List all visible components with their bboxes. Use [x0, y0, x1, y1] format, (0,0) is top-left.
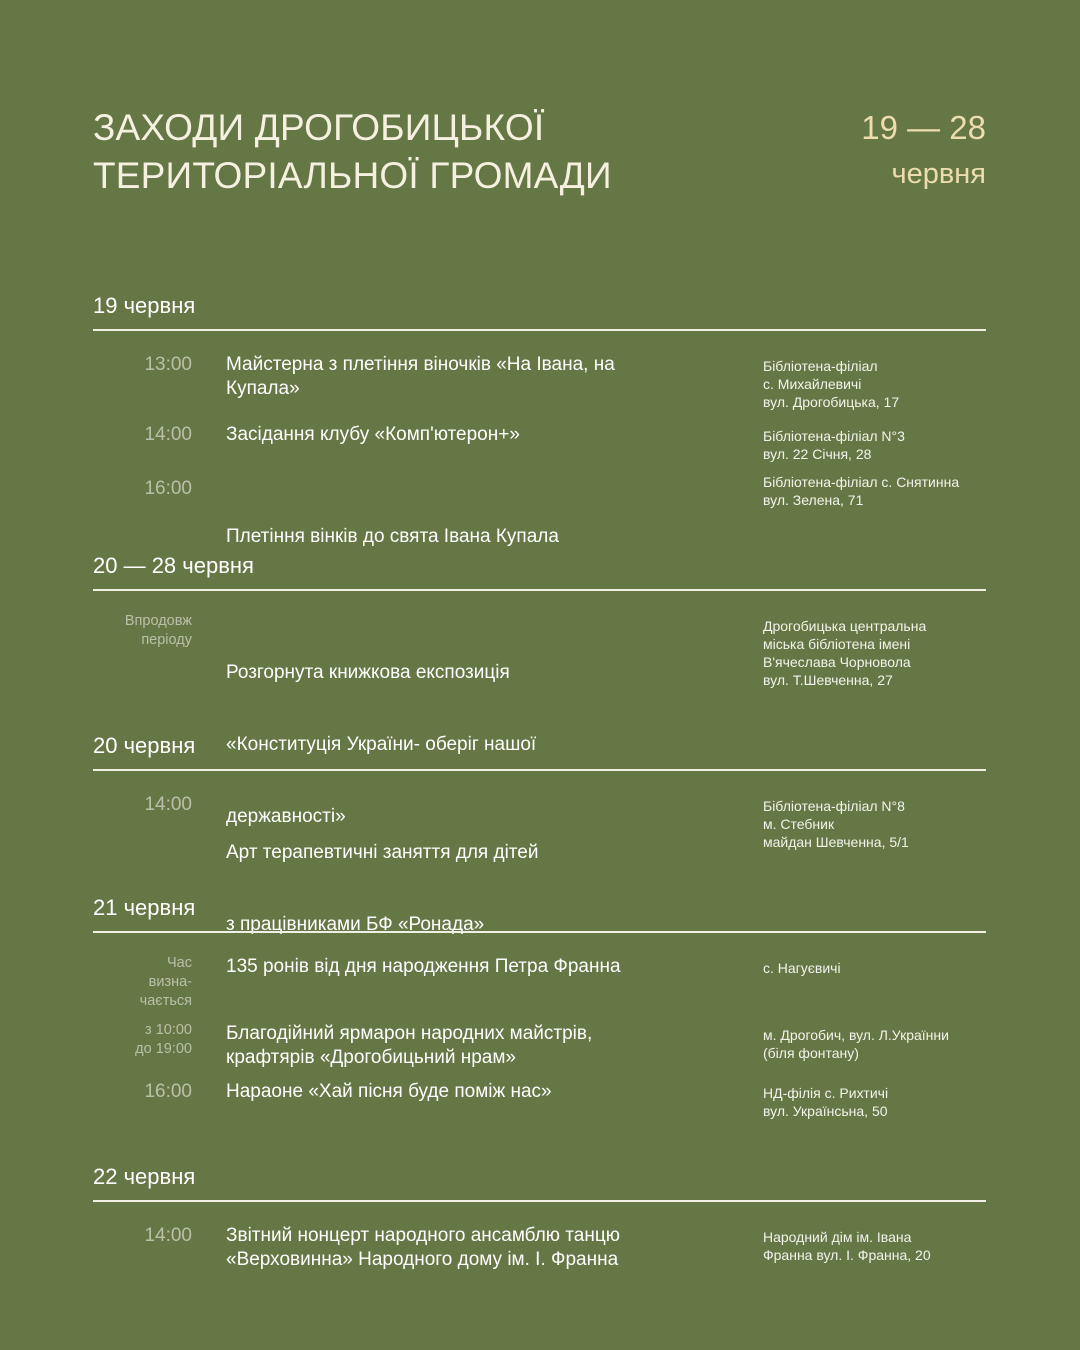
- event-location: Бібліотена-філіал с. Михайлевичі вул. Дрогобицька, 17: [763, 358, 900, 410]
- event-time: 14:00: [144, 794, 192, 815]
- day-heading: 22 червня: [93, 1162, 986, 1202]
- event-time: з 10:00 до 19:00: [135, 1022, 192, 1057]
- event-time: 14:00: [144, 424, 192, 445]
- event-description: Звітний нонцерт народного ансамблю танцю «Верховинна» Народного дому ім. І. Франна: [226, 1225, 620, 1270]
- event-location: Народний дім ім. Івана Франна вул. І. Франна, 20: [763, 1229, 931, 1263]
- event-description: Нараоне «Хай пісня буде поміж нас»: [226, 1081, 552, 1102]
- event-location: м. Дрогобич, вул. Л.Українни (біля фонтану): [763, 1027, 949, 1061]
- event-description: Арт терапевтичні заняття для дітей з працівниками БФ «Ронада»: [226, 842, 539, 935]
- day-section: [93, 1162, 986, 1270]
- event-time: Час визна- чається: [139, 955, 192, 1009]
- event-location: Бібліотена-філіал N°8 м. Стебник майдан Шевченна, 5/1: [763, 798, 909, 850]
- header: [93, 104, 986, 200]
- event-time: 14:00: [144, 1225, 192, 1246]
- event-location: с. Нагуєвичі: [763, 960, 841, 976]
- day-section: [93, 291, 986, 547]
- date-range-month: червня: [891, 158, 986, 190]
- event-location: Бібліотена-філіал N°3 вул. 22 Січня, 28: [763, 428, 905, 462]
- event-time: 13:00: [144, 354, 192, 375]
- event-description: Благодійний ярмарон народних майстрів, крафтярів «Дрогобицьний нрам»: [226, 1023, 593, 1068]
- event-description: Розгорнута книжкова експозиція «Конституція України- оберіг нашої державності»: [226, 662, 537, 827]
- event-description: Засідання клубу «Комп'ютерон+»: [226, 424, 520, 445]
- date-range: [861, 104, 986, 196]
- event-location: Бібліотена-філіал с. Снятинна вул. Зелена, 71: [763, 474, 960, 508]
- event-description: 135 ронів від дня народження Петра Франна: [226, 956, 621, 977]
- event-time: 16:00: [144, 478, 192, 499]
- event-description: Майстерна з плетіння віночків «На Івана, на Купала»: [226, 354, 615, 399]
- day-heading: 19 червня: [93, 291, 986, 331]
- day-heading: 21 червня: [93, 893, 986, 933]
- page-title-line-2: ТЕРИТОРІАЛЬНОЇ ГРОМАДИ: [93, 155, 612, 196]
- date-range-days: 19 — 28: [861, 109, 986, 146]
- event-location: НД-філія с. Рихтичі вул. Українсьна, 50: [763, 1085, 889, 1119]
- event-time: Впродовж періоду: [124, 613, 192, 648]
- day-heading: 20 червня: [93, 731, 986, 771]
- day-section: [93, 893, 986, 1119]
- event-location: Дрогобицька центральна міська бібліотена імені В'ячеслава Чорновола вул. Т.Шевченна, 27: [763, 618, 927, 688]
- event-time: 16:00: [144, 1081, 192, 1102]
- day-heading: 20 — 28 червня: [93, 551, 986, 591]
- page-title-line-1: ЗАХОДИ ДРОГОБИЦЬКОЇ: [93, 107, 545, 148]
- event-description: Плетіння вінків до свята Івана Купала: [226, 526, 559, 547]
